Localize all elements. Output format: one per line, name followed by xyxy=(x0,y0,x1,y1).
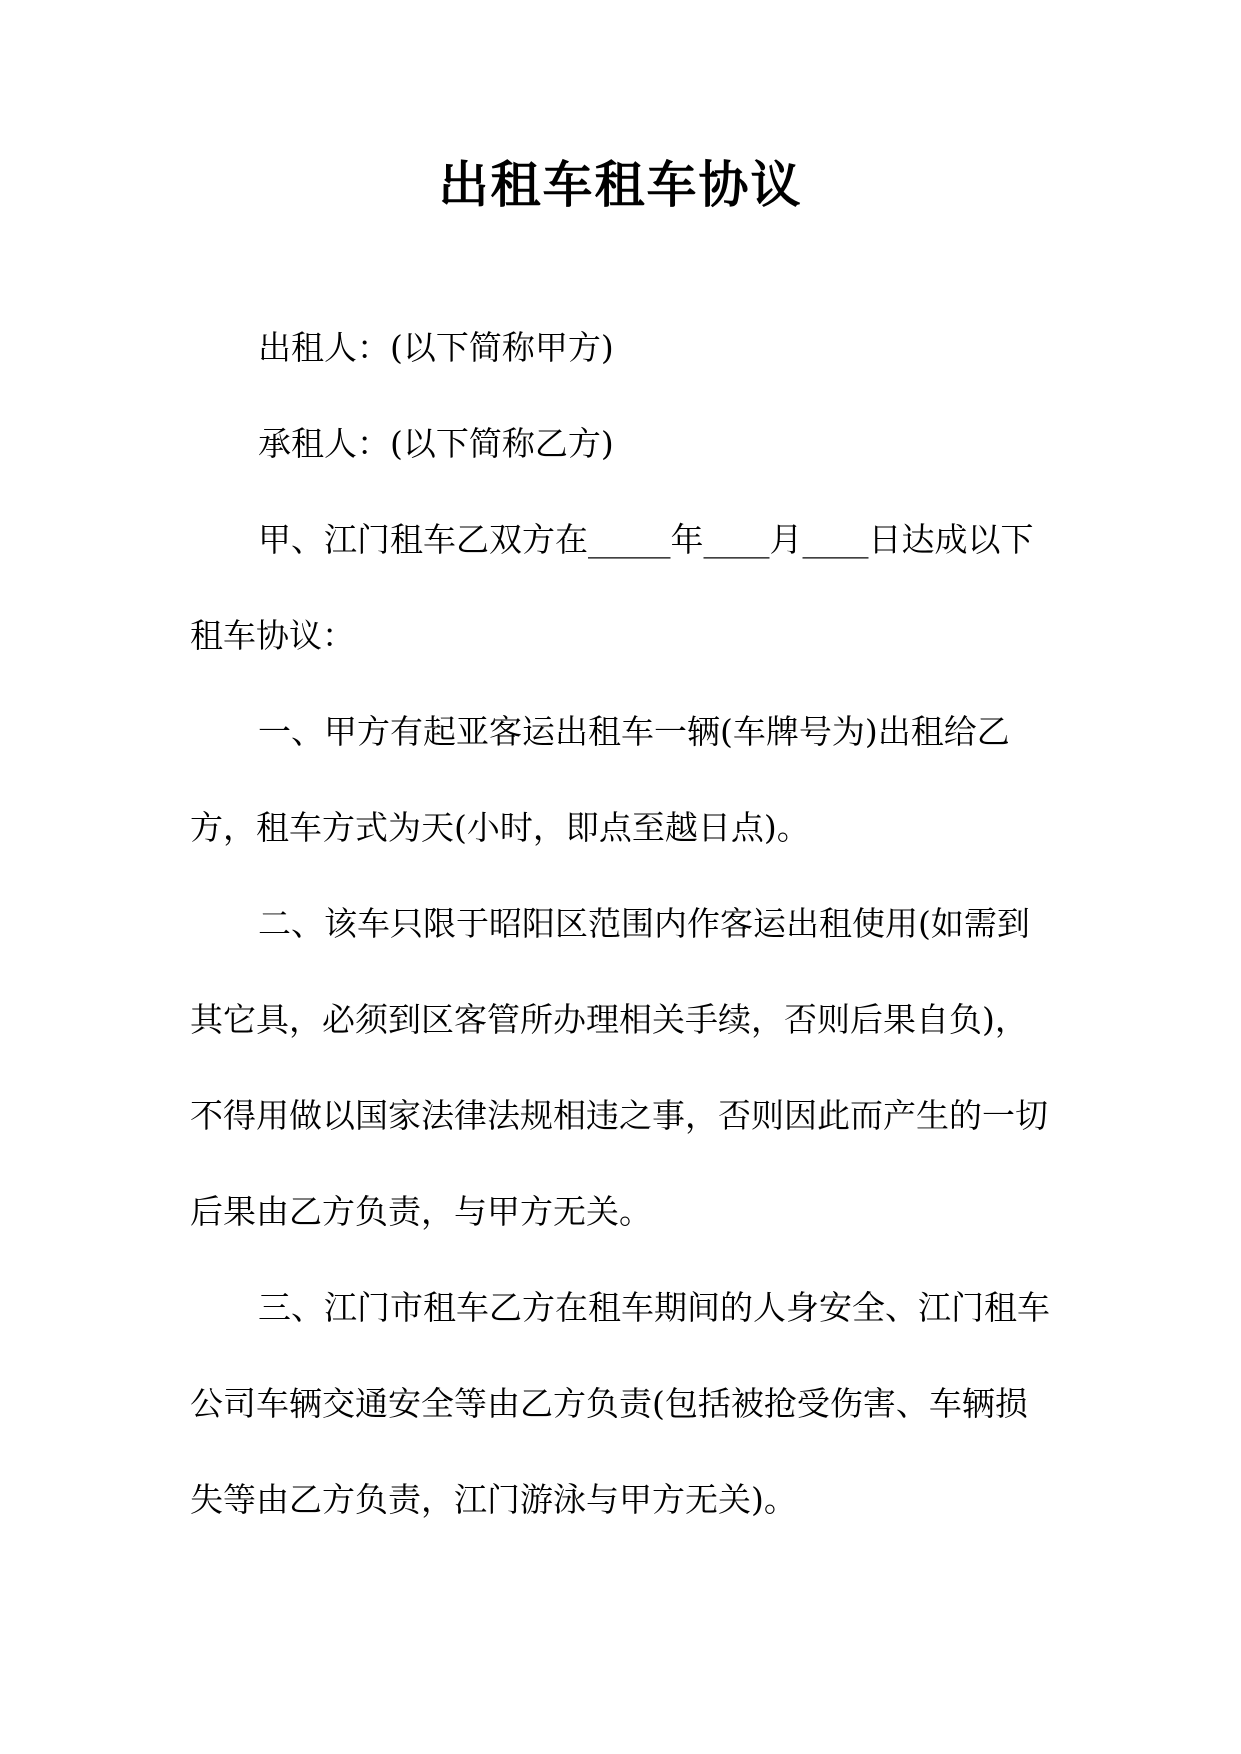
paragraph-clause-2: 二、该车只限于昭阳区范围内作客运出租使用(如需到其它具，必须到区客管所办理相关手续，否则后果自负)，不得用做以国家法律法规相违之事，否则因此而产生的一切后果由乙方负责，与甲方无关。 xyxy=(190,904,1048,1231)
paragraph-lessee: 承租人：(以下简称乙方) xyxy=(258,424,614,463)
paragraph-agreement-date: 甲、江门租车乙双方在_____年____月____日达成以下租车协议： xyxy=(190,520,1034,655)
paragraph-clause-1: 一、甲方有起亚客运出租车一辆(车牌号为)出租给乙方，租车方式为天(小时，即点至越日点)。 xyxy=(190,712,1010,847)
paragraph-clause-3: 三、江门市租车乙方在租车期间的人身安全、江门租车公司车辆交通安全等由乙方负责(包括被抢受伤害、车辆损失等由乙方负责，江门游泳与甲方无关)。 xyxy=(190,1288,1050,1519)
document-body xyxy=(190,300,1050,1548)
document-title: 出租车租车协议 xyxy=(438,155,803,214)
paragraph-lessor: 出租人：(以下简称甲方) xyxy=(258,328,614,367)
